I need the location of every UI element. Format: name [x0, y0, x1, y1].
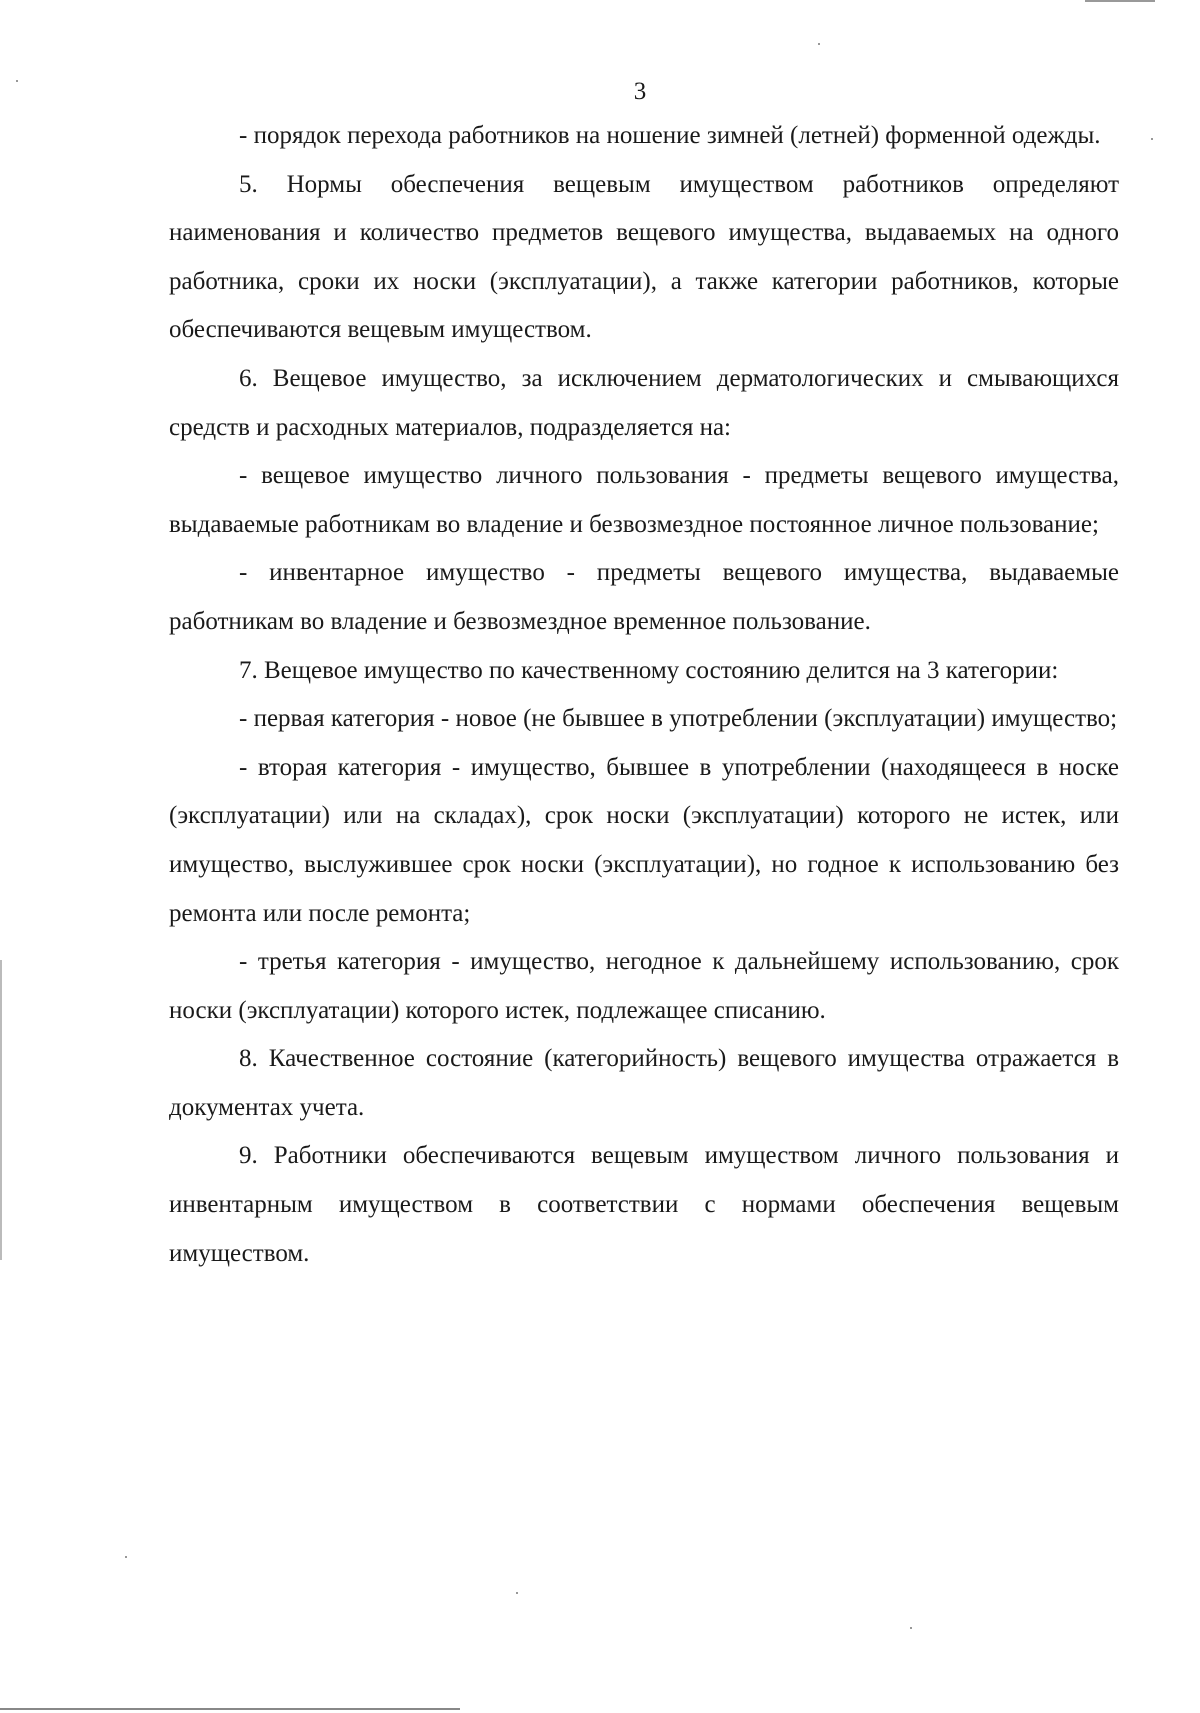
paragraph-item-8: 8. Качественное состояние (категорийность) вещевого имущества отражается в документах учета.: [169, 1045, 1119, 1121]
paragraph-uniform-transition: - порядок перехода работников на ношение зимней (летней) форменной одежды.: [239, 122, 1101, 149]
paragraph-item-9: 9. Работники обеспечиваются вещевым имуществом личного пользования и инвентарным имуществом в соответствии с нормами обеспечения вещевым имуществом.: [169, 1142, 1119, 1267]
paragraph-item-5: 5. Нормы обеспечения вещевым имуществом работников определяют наименования и количество предметов вещевого имущества, выдаваемых на одного работника, сроки их носки (эксплуатации), а также категории работников, которые обеспечиваются вещевым имуществом.: [169, 170, 1119, 344]
scan-edge-mark-top: [1085, 0, 1155, 2]
paragraph-first-category: - первая категория - новое (не бывшее в употреблении (эксплуатации) имущество;: [239, 705, 1118, 733]
paragraph-item-6: 6. Вещевое имущество, за исключением дерматологических и смывающихся средств и расходных материалов, подразделяется на:: [169, 364, 1119, 441]
page-number: 3: [633, 78, 647, 105]
paragraph-third-category: - третья категория - имущество, негодное к дальнейшему использованию, срок носки (эксплуатации) которого истек, подлежащее списанию.: [169, 948, 1119, 1024]
scan-speck: [516, 1592, 518, 1594]
document-body: [169, 112, 1119, 1278]
scan-speck: [16, 80, 18, 82]
scan-speck: [910, 1627, 912, 1629]
scan-speck: [125, 1556, 127, 1558]
scan-speck: [1151, 138, 1153, 140]
paragraph-item-7: 7. Вещевое имущество по качественному состоянию делится на 3 категории:: [239, 656, 1059, 684]
paragraph-personal-property: - вещевое имущество личного пользования - предметы вещевого имущества, выдаваемые работникам во владение и безвозмездное постоянное личное пользование;: [169, 462, 1119, 538]
paragraph-inventory-property: - инвентарное имущество - предметы вещевого имущества, выдаваемые работникам во владение и безвозмездное временное пользование.: [169, 559, 1119, 635]
paragraph-second-category: - вторая категория - имущество, бывшее в употреблении (находящееся в носке (эксплуатации) или на складах), срок носки (эксплуатации) которого не истек, или имущество, выслужившее срок носки (эксплуатации), но годное к использованию без ремонта или после ремонта;: [169, 753, 1119, 927]
scan-edge-mark-bottom: [0, 1708, 460, 1710]
scan-speck: [818, 43, 820, 45]
scan-edge-mark-left: [0, 960, 2, 1260]
